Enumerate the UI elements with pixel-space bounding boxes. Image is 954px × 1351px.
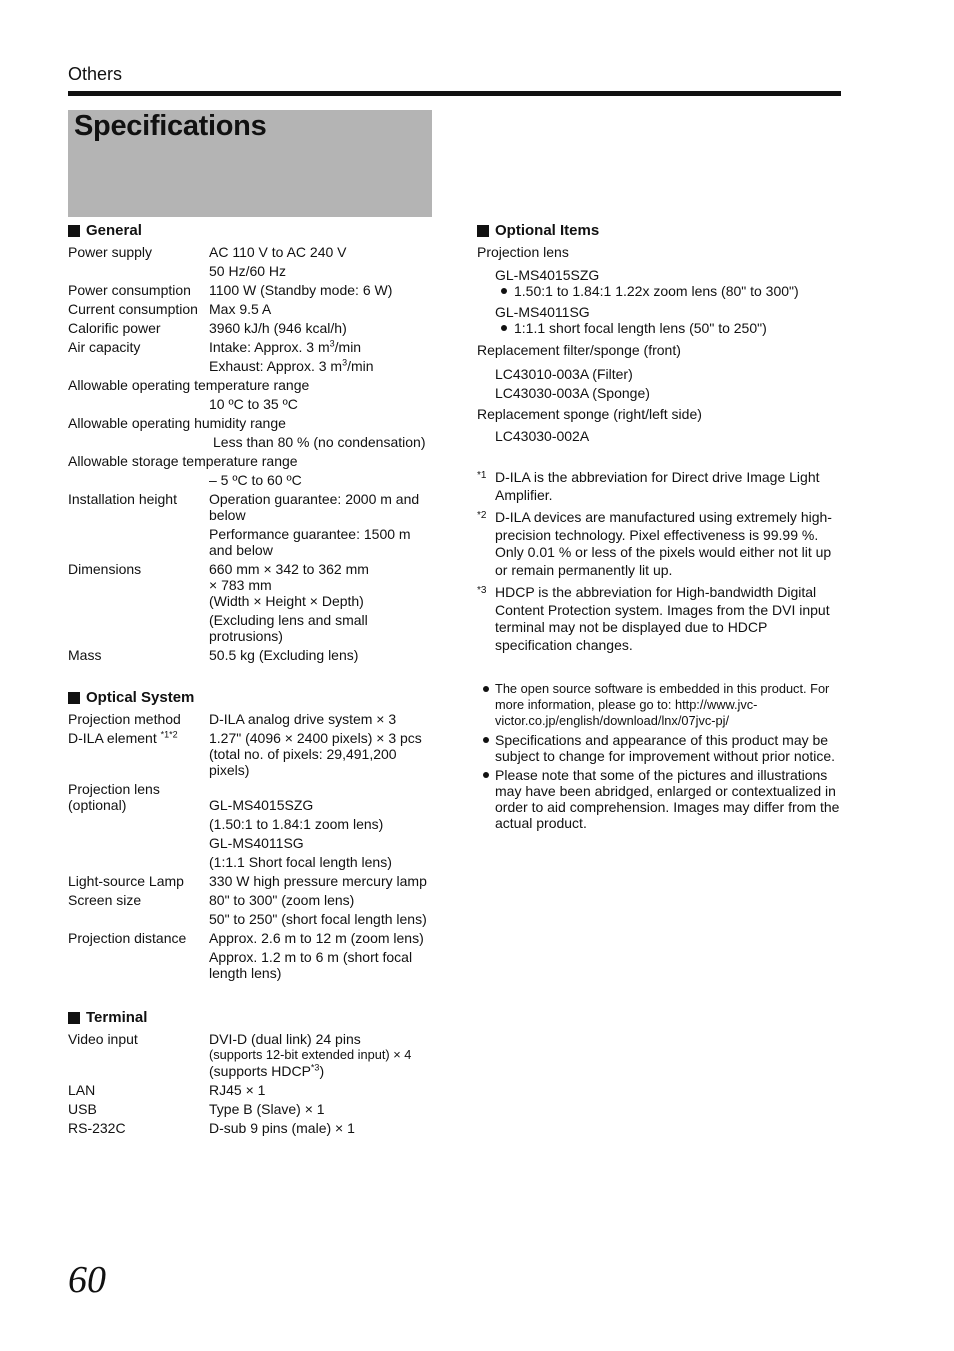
spec-row: Allowable operating humidity range [68, 415, 286, 431]
right-column [477, 221, 841, 834]
spec-row: Power supply AC 110 V to AC 240 V [68, 244, 347, 260]
spec-row: Screen size 80" to 300" (zoom lens) [68, 892, 355, 908]
spec-row: (Excluding lens and small protrusions) [209, 612, 368, 644]
spec-row: GL-MS4011SG [209, 835, 304, 851]
bullet-icon [483, 686, 489, 692]
spec-row: (supports 12-bit extended input) × 4 [209, 1047, 412, 1062]
bullet-icon [501, 288, 507, 294]
bullet-icon [483, 737, 489, 743]
page-number: 60 [68, 1259, 106, 1301]
optional-lens-2-desc: 1:1.1 short focal length lens (50" to 250") [477, 320, 841, 336]
spec-row: Installation height Operation guarantee: 2000 m and below [68, 491, 420, 523]
bullet-icon [483, 772, 489, 778]
page-title: Specifications [74, 110, 267, 142]
spec-row: (supports HDCP$^{*3}$) [209, 1062, 325, 1079]
note-1: The open source software is embedded in this product. For more information, please go to: http://www.jvc-victor.co.jp/english/download/lnx/07jvc-pj/ [477, 681, 841, 729]
spec-row: Allowable operating temperature range [68, 377, 310, 393]
spec-row: (1:1.1 Short focal length lens) [209, 854, 392, 870]
note-3: Please note that some of the pictures and illustrations may have been abridged, enlarged or contextualized in order to aid comprehension. Images may differ from the actual product. [477, 767, 841, 831]
spec-row: Less than 80 % (no condensation) [213, 434, 426, 450]
footnote-1: *1 D-ILA is the abbreviation for Direct drive Image Light Amplifier. [477, 469, 820, 503]
spec-row: Projection method D-ILA analog drive system × 3 [68, 711, 397, 727]
note-2: Specifications and appearance of this product may be subject to change for improvement without prior notice. [477, 732, 841, 764]
section-label: Others [68, 64, 123, 84]
optional-lens-1-desc: 1.50:1 to 1.84:1 1.22x zoom lens (80" to 300") [477, 283, 841, 299]
header-rule [68, 91, 841, 96]
spec-row: Performance guarantee: 1500 m and below [209, 526, 411, 558]
terminal-heading: Terminal [68, 1008, 438, 1027]
spec-row: LAN RJ45 × 1 [68, 1082, 266, 1098]
optional-filter-1: LC43010-003A (Filter) [495, 366, 633, 382]
spec-row: Exhaust: Approx. 3 $m^3/\min$ [209, 357, 374, 374]
spec-row: Projection distance Approx. 2.6 m to 12 m (zoom lens) [68, 930, 424, 946]
square-bullet-icon [477, 225, 489, 237]
square-bullet-icon [68, 692, 80, 704]
optical-heading: Optical System [68, 688, 438, 707]
optional-sponge-1: LC43030-002A [495, 428, 590, 444]
spec-row: D-ILA element $^{*1*2}$ 1.27" (4096 × 2400 pixels) × 3 pcs (total no. of pixels: 29,491,200 pixels) [68, 729, 422, 778]
optional-projection-lens: Projection lens [477, 244, 569, 260]
spec-row: Dimensions 660 mm × 342 to 362 mm × 783 mm [68, 561, 369, 593]
bullet-icon [501, 325, 507, 331]
spec-row: Approx. 1.2 m to 6 m (short focal length lens) [209, 949, 413, 981]
square-bullet-icon [68, 225, 80, 237]
optional-sponge-side: Replacement sponge (right/left side) [477, 406, 702, 422]
spec-row: Mass 50.5 kg (Excluding lens) [68, 647, 359, 663]
left-column [68, 221, 438, 1136]
spec-row: Power consumption 1100 W (Standby mode: 6 W) [68, 282, 393, 298]
spec-row: 50" to 250" (short focal length lens) [209, 911, 427, 927]
spec-row: (Width × Height × Depth) [209, 593, 364, 609]
spec-row: Allowable storage temperature range [68, 453, 298, 469]
spec-row: Calorific power 3960 kJ/h (946 kcal/h) [68, 320, 347, 336]
spec-row: Video input DVI-D (dual link) 24 pins [68, 1031, 361, 1047]
spec-row: (optional) GL-MS4015SZG [68, 797, 314, 813]
spec-row: 10 ºC to 35 ºC [209, 396, 298, 412]
title-box [68, 110, 432, 217]
footnote-2: *2 D-ILA devices are manufactured using extremely high-precision technology. Pixel effectiveness is 99.99 %. Only 0.01 % or less of the pixels would either not lit up or remain permanently lit up. [477, 509, 832, 578]
optional-filter-front: Replacement filter/sponge (front) [477, 342, 681, 358]
spec-row: 50 Hz/60 Hz [209, 263, 287, 279]
footnote-3: *3 HDCP is the abbreviation for High-bandwidth Digital Content Protection system. Images from the DVI input terminal may not be displayed due to HDCP specification changes. [477, 584, 830, 653]
spec-row: USB Type B (Slave) × 1 [68, 1101, 325, 1117]
square-bullet-icon [68, 1012, 80, 1024]
spec-row: (1.50:1 to 1.84:1 zoom lens) [209, 816, 384, 832]
optional-lens-2: GL-MS4011SG [495, 304, 590, 320]
general-heading: General [68, 221, 438, 240]
optional-lens-1: GL-MS4015SZG [495, 267, 600, 283]
optional-heading: Optional Items [477, 221, 841, 240]
spec-row: Current consumption Max 9.5 A [68, 301, 272, 317]
spec-row: Projection lens [68, 781, 160, 797]
spec-row: RS-232C D-sub 9 pins (male) × 1 [68, 1120, 355, 1136]
spec-row: Light-source Lamp 330 W high pressure mercury lamp [68, 873, 427, 889]
optional-filter-2: LC43030-003A (Sponge) [495, 385, 650, 401]
spec-row: Air capacity Intake: Approx. 3 $m^3/\min$ [68, 338, 362, 355]
spec-row: – 5 ºC to 60 ºC [209, 472, 302, 488]
